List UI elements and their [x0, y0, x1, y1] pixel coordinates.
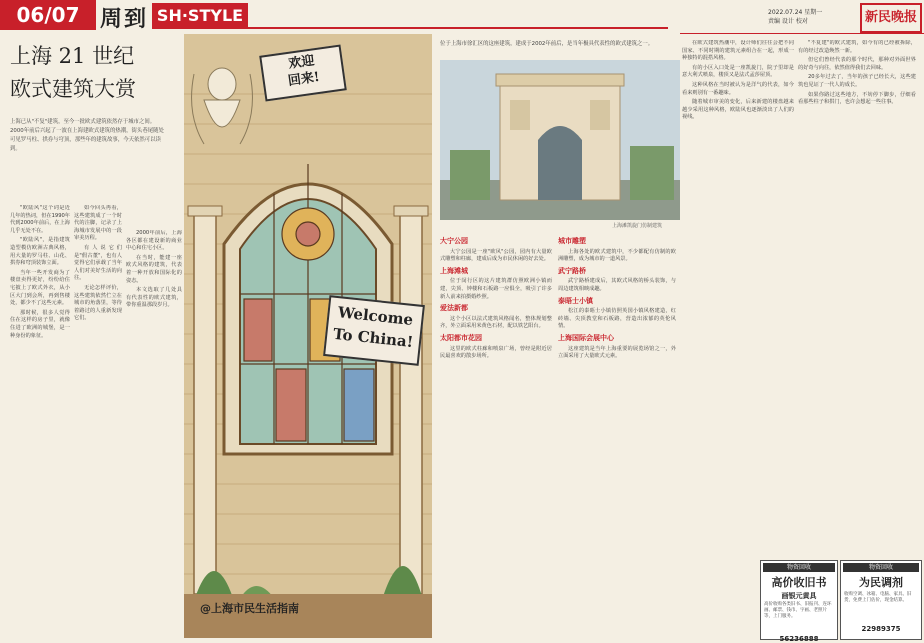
subsection-heading: 爱法新都 — [440, 304, 468, 313]
text-column-3 — [126, 230, 182, 635]
paragraph: 在当时，能建一座欧式风格的建筑，代表着一种开放和国际化的姿态。 — [126, 254, 182, 284]
paragraph: 大宁公园是一座"欧风"公园，园内有大量欧式雕塑和柱廊，建成后成为市民休闲的好去处。 — [440, 248, 552, 263]
paragraph: 本文选取了几处具有代表性的欧式建筑，带你重温那段岁月。 — [126, 287, 182, 309]
paragraph: 但它们曾经代表的那个时代，那种对外面世界的好奇与向往，依然值得我们去回味。 — [798, 57, 916, 71]
ad-phone: 22989375 — [861, 625, 901, 633]
text-column-4 — [440, 234, 552, 634]
paragraph: 2000年前后，上海各区都在建设新的商业中心和住宅小区。 — [126, 230, 182, 252]
subsection-heading: 太阳都市花园 — [440, 333, 482, 342]
paragraph: "不复建"的欧式建筑，如今有的已经被拆除，有的经过改造焕然一新。 — [798, 40, 916, 54]
subsection-heading: 上海国际会展中心 — [558, 333, 614, 342]
header-rule-right — [680, 33, 924, 34]
classified-ad-recycling — [840, 560, 922, 640]
arch-photo — [440, 60, 680, 220]
text-column-7 — [798, 40, 916, 600]
text-column-5 — [558, 234, 676, 634]
classified-ad-books — [760, 560, 838, 643]
photo-intro-text: 位于上海市徐汇区的这座建筑，建成于2002年前后，是当年极具代表性的欧式建筑之一。 — [440, 41, 654, 47]
paragraph: 20多年过去了，当年的孩子已经长大，这些建筑也见证了一代人的成长。 — [798, 74, 916, 88]
newspaper-logo: 新民晚报 — [860, 3, 922, 33]
sign-welcome-back-line-1: 欢迎 — [287, 53, 316, 72]
paragraph: 有人说它们是"假古董"，也有人觉得它们承载了当年人们对美好生活的向往。 — [74, 244, 122, 282]
paragraph: 无论怎样评价，这些建筑依然伫立在城市的角落里，等待着路过的人重新发现它们。 — [74, 284, 122, 322]
subsection-heading: 武宁路桥 — [558, 266, 586, 275]
paragraph: "欧陆风"这个词是近几年的热词，但在1990年代到2000年前后，在上海几乎无处不在。 — [10, 205, 70, 234]
headline-line-1: 上海 21 世纪 — [10, 44, 135, 68]
section-tag: SH·STYLE — [152, 3, 248, 29]
paragraph: 这种风格在当时被认为是洋气的代表，如今看来则别有一番趣味。 — [682, 81, 794, 96]
paragraph: 这座建筑是当年上海重要的展览场馆之一，外立面采用了大量欧式元素。 — [558, 345, 676, 360]
paragraph: 位于闵行区的这片建筑群仿照欧洲小镇而建，尖顶、钟楼和石板路一应俱全，吸引了许多新人前来拍摄婚纱照。 — [440, 278, 552, 300]
sign-welcome-to-china — [323, 295, 425, 366]
ad-phone: 56236888 — [779, 635, 819, 643]
ad-title: 高价收旧书 — [771, 576, 827, 589]
paragraph: 如果你路过这些地方，不妨停下脚步，仔细看看那些柱子和拱门，也许会想起一些往事。 — [798, 91, 916, 106]
illustration-credit: @上海市民生活指南 — [200, 602, 299, 615]
paragraph: 这个小区以法式建筑风格闻名，整体规划整齐，外立面采用米黄色石材，配以铁艺阳台。 — [440, 315, 552, 330]
ad-subtitle: 画银元黄具 — [781, 592, 817, 600]
triumphal-arch-image — [440, 60, 680, 220]
subsection-heading: 泰晤士小镇 — [558, 296, 593, 305]
subsection-heading: 城市雕塑 — [558, 237, 586, 245]
ad-body: 收购空调、冰箱、电脑、家具、旧货，免费上门估价，现金结算。 — [844, 592, 912, 603]
paragraph: 如今回头再看，这些建筑成了一个时代的注脚，记录了上海城市发展中的一段审美历程。 — [74, 205, 122, 242]
paragraph: 这里的欧式柱廊和喷泉广场，曾经是附近居民最喜欢的散步场所。 — [440, 345, 552, 360]
text-column-1 — [10, 205, 70, 635]
paragraph: 松江的泰晤士小镇仿照英国小镇风格建造，红砖墙、尖顶教堂和石板路，营造出浓郁的英伦风情。 — [558, 308, 676, 330]
paragraph: 上海各处的欧式建筑中，不少都配有仿制的欧洲雕塑，成为城市的一道风景。 — [558, 248, 676, 263]
ad-title: 为民调剂 — [859, 576, 903, 589]
paragraph: 在欧式建筑热潮中，设计师们往往会把不同国家、不同时期的建筑元素组合在一起，形成一种独特的混搭风格。 — [682, 40, 794, 62]
headline — [10, 40, 170, 106]
photo-caption: 上海滩凯旋门仿制建筑 — [612, 223, 663, 229]
paragraph: 武宁路桥建成后，其欧式风格的桥头装饰，与周边建筑相映成趣。 — [558, 278, 676, 292]
paragraph: "欧陆风"，是指建筑造型模仿欧洲古典风格，用大量的罗马柱、山花、拱券和穹顶装饰立面。 — [10, 237, 70, 267]
sign-welcome-back-line-2: 回来! — [287, 69, 321, 90]
header-meta — [768, 8, 858, 26]
ad-category: 物资回收 — [763, 563, 835, 572]
article-lede: 上海已从"不复"建筑，至今一批欧式建筑依然存于城市之间。2000年前后兴起了一波在上海建欧式建筑的热潮，街头巷尾随处可见罗马柱、拱券与穹顶，那些年的建筑故事，今天依然可以读到。 — [10, 119, 164, 152]
header-rule — [248, 27, 668, 29]
paragraph: 当年一些开发商为了楼盘卖得更好，纷纷给住宅披上了欧式外衣，从小区大门到会所，再到售楼处，都少不了这些元素。 — [10, 269, 70, 307]
meta-date: 2022.07.24 星期一 — [768, 9, 823, 16]
subsection-heading: 上海滩城 — [440, 266, 468, 275]
section-title: 周到 — [100, 6, 149, 32]
ad-body: 高价收购各类旧书、旧报刊、连环画、邮票、钱币、字画、老照片等，上门服务。 — [764, 602, 832, 619]
issue-date: 06/07 — [0, 0, 96, 30]
paragraph: 那时候，很多人觉得住在这样的房子里，就像住进了欧洲的城堡，是一种身份的象征。 — [10, 309, 70, 339]
paragraph: 有的小区入口处是一座凯旋门，院子里却是意大利式喷泉，楼顶又是法式孟莎屋顶。 — [682, 64, 794, 79]
ad-category: 物资回收 — [843, 563, 919, 572]
subsection-heading: 大宁公园 — [440, 237, 468, 245]
paragraph: 随着城市审美的变化，后来新建的楼盘越来越少采用这种风格，欧陆风也逐渐淡出了人们的视线。 — [682, 99, 794, 121]
sign-welcome-line-1: Welcome — [337, 303, 414, 329]
headline-line-2: 欧式建筑大赏 — [10, 77, 136, 101]
meta-editors: 责编 设计 校对 — [768, 18, 808, 25]
sign-welcome-line-2: To China! — [332, 324, 415, 352]
text-column-6 — [682, 40, 794, 638]
text-column-2 — [74, 205, 122, 635]
